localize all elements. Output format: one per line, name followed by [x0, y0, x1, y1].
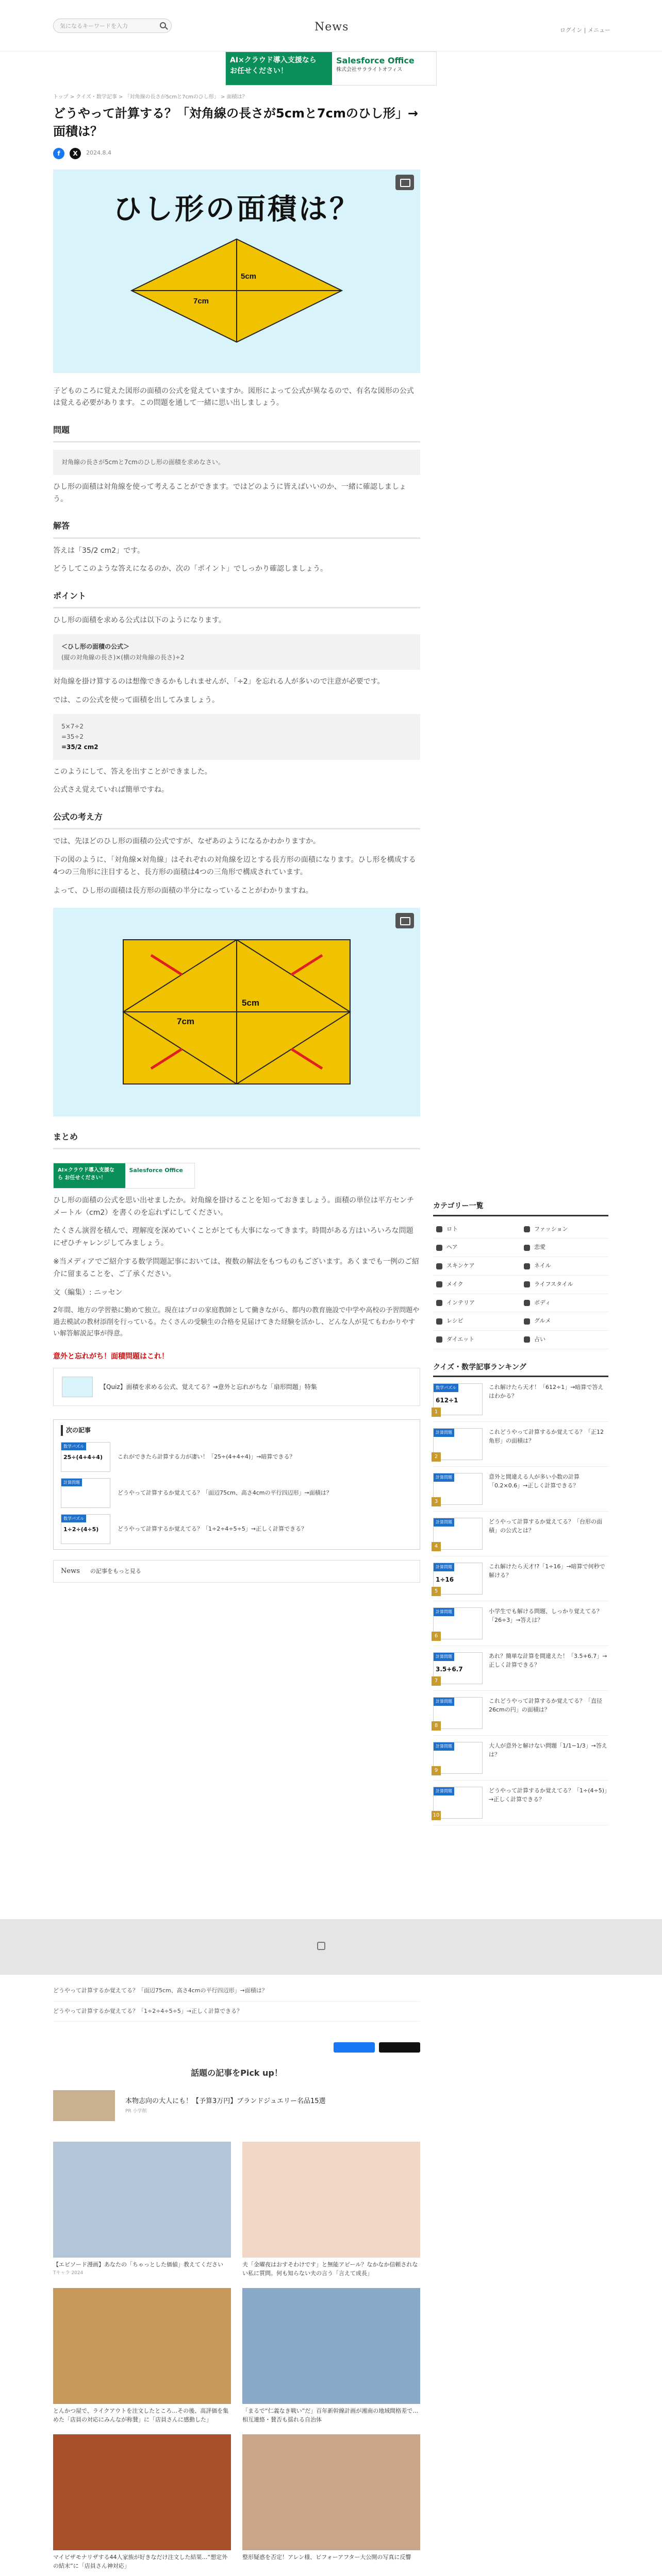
point-text: ひし形の面積を求める公式は以下のようになります。	[53, 616, 226, 625]
recommend-text: 【Quiz】面積を求める公式、覚えてる？→意外と忘れがちな「扇形問題」特集	[100, 1383, 317, 1391]
category-heading: カテゴリー一覧	[433, 1200, 608, 1216]
page-title: どうやって計算する？「対角線の長さが5cmと7cmのひし形」→面積は？	[53, 106, 418, 139]
diagonal-2-label: 7cm	[177, 1016, 195, 1026]
ranking-item[interactable]	[433, 1377, 608, 1422]
next-article-item[interactable]	[61, 1442, 412, 1472]
banner-brand: Salesforce Office	[336, 56, 415, 65]
rank-number: 7	[432, 1676, 441, 1686]
ranking-thumb	[433, 1742, 483, 1774]
category-item[interactable]	[433, 1239, 521, 1257]
banner-right-text: Salesforce Office	[123, 1163, 195, 1188]
rank-number: 8	[432, 1721, 441, 1731]
rank-number: 6	[432, 1632, 441, 1641]
category-item[interactable]	[521, 1312, 608, 1331]
problem-box: 対角線の長さが5cmと7cmのひし形の面積を求めなさい。	[53, 450, 420, 474]
category-label: グルメ	[534, 1317, 551, 1325]
category-item[interactable]	[433, 1312, 521, 1331]
category-item[interactable]	[433, 1294, 521, 1313]
hero-title: ひし形の面積は？	[113, 192, 360, 226]
category-icon	[524, 1300, 530, 1306]
calc-line: =35/2 cm2	[61, 743, 98, 751]
category-icon	[436, 1226, 442, 1232]
formula-title: ＜ひし形の面積の公式＞	[61, 643, 130, 651]
ranking-title: これ解けたら天才!?「1÷16」→暗算で何秒で解ける？	[489, 1563, 605, 1579]
header-links[interactable]: ログイン | メニュー	[559, 27, 610, 33]
category-item[interactable]	[521, 1239, 608, 1257]
ranking-title: これどうやって計算するか覚えてる？「正12角形」の面積は？	[489, 1429, 604, 1444]
section-heading-answer: 解答	[53, 519, 420, 538]
rectangle-rhombus-diagram	[53, 908, 420, 1116]
ranking-item[interactable]	[433, 1646, 608, 1691]
ranking-thumb	[433, 1697, 483, 1729]
ranking-tag: 計算問題	[434, 1787, 454, 1795]
search-input[interactable]	[53, 19, 172, 33]
pickup-card-title: 「まるで“仁義なき戦い”だ」百年新幹線計画が湘南の地域間格差で…相互連絡・賛否も揺れる自治体	[242, 2408, 419, 2423]
pickup-card[interactable]	[53, 2288, 231, 2424]
next-article-thumb	[61, 1514, 110, 1544]
rank-number: 9	[432, 1766, 441, 1775]
formula-body: (縦の対角線の長さ)×(横の対角線の長さ)÷2	[61, 653, 185, 661]
category-label: メイク	[446, 1280, 464, 1287]
category-item[interactable]	[521, 1221, 608, 1239]
intro-text: 子どものころに覚えた図形の面積の公式を覚えていますか。図形によって公式が異なるので、有名な図形の公式は覚える必要があります。この問題を通して一緒に思い出しましょう。	[53, 386, 414, 408]
recommend-card[interactable]	[53, 1368, 420, 1406]
next-article-title: どうやって計算するか覚えてる？「1÷2÷4÷5÷5」→正しく計算できる？	[118, 1525, 307, 1532]
ranking-tag: 計算問題	[434, 1563, 454, 1571]
ranking-thumb	[433, 1383, 483, 1415]
more-articles-link[interactable]	[53, 1560, 420, 1583]
ranking-thumb	[433, 1428, 483, 1460]
formula-p3: よって、ひし形の面積は長方形の面積の半分になっていることがわかりますね。	[53, 886, 313, 895]
formula-p1: では、先ほどのひし形の面積の公式ですが、なぜあのようになるかわかりますか。	[53, 837, 320, 846]
ranking-title: これ解けたら天才！「612÷1」→暗算で答えはわかる？	[489, 1384, 604, 1399]
formula-diagram-image	[53, 908, 420, 1116]
pickup-card[interactable]	[53, 2434, 231, 2570]
ranking-tag: 計算問題	[434, 1653, 454, 1661]
calc-line: 5×7÷2	[61, 722, 84, 730]
ad-overlay[interactable]	[0, 1919, 662, 1975]
related-item[interactable]: どうやって計算するか覚えてる？「面辺75cm、高さ4cmの平行四辺形」→面積は？	[53, 1981, 420, 2002]
rhombus-diagram	[53, 170, 420, 373]
next-article-tag: 数学パズル	[61, 1515, 86, 1523]
search-placeholder: 気になるキーワードを入力	[60, 23, 128, 29]
answer-text: 答えは「35/2 cm2」です。	[53, 546, 145, 555]
pickup-card-image	[242, 2434, 420, 2550]
ranking-eq: 1÷16	[436, 1576, 454, 1584]
facebook-share-icon[interactable]: f	[53, 148, 64, 159]
next-article-tag: 計算問題	[61, 1479, 82, 1487]
category-item[interactable]	[433, 1257, 521, 1276]
diagonal-2-label: 7cm	[193, 296, 209, 306]
pickup-card-title: 【エピソード漫画】あなたの「ちゃっとした価値」教えてください	[53, 2261, 223, 2268]
next-article-eq: 1÷2÷(4÷5)	[63, 1526, 99, 1533]
ranking-item[interactable]	[433, 1467, 608, 1512]
next-article-tag: 数学パズル	[61, 1443, 86, 1451]
category-label: インテリア	[446, 1299, 475, 1306]
rank-number: 2	[432, 1452, 441, 1462]
category-label: ライフスタイル	[534, 1280, 573, 1287]
pickup-card[interactable]	[242, 2142, 420, 2278]
ranking-tag: 数学パズル	[434, 1384, 458, 1392]
ranking-tag: 計算問題	[434, 1429, 454, 1437]
sidebar	[433, 1200, 608, 1825]
diagonal-1-label: 5cm	[242, 997, 260, 1008]
problem-after-text: ひし形の面積は対角線を使って考えることができます。ではどのように皆えばいいのか、一緒に確認しましょう。	[53, 482, 406, 503]
rank-number: 5	[432, 1587, 441, 1596]
category-icon	[436, 1336, 442, 1343]
rank-number: 10	[432, 1811, 441, 1820]
category-item[interactable]	[521, 1257, 608, 1276]
section-heading-point: ポイント	[53, 589, 420, 608]
ranking-title: あれ？簡単な計算を間違えた！「3.5+6.7」→正しく計算できる？	[489, 1653, 607, 1668]
ad-icon	[317, 1942, 325, 1950]
ranking-title: 意外と間違える人が多い小数の計算「0.2×0.6」→正しく計算できる？	[489, 1473, 580, 1489]
publish-date: 2024.8.4	[86, 149, 111, 157]
next-article-eq: 25÷(4+4÷4)	[63, 1453, 103, 1461]
category-label: ロト	[446, 1225, 458, 1232]
ranking-thumb	[433, 1518, 483, 1550]
next-article-thumb	[61, 1442, 110, 1472]
pickup-heading: 話題の記事をPick up！	[191, 2068, 283, 2078]
ranking-list	[433, 1377, 608, 1825]
article	[53, 93, 420, 1583]
rank-number: 1	[432, 1408, 441, 1417]
pickup-card-image	[242, 2142, 420, 2258]
ranking-item[interactable]	[433, 1736, 608, 1781]
pickup-card-title: とんかつ屋で、ライクアウトを注文したところ…その後、高評価を集めた「店員の対応にみんなが称賛」に「店員さんに感動した」	[53, 2408, 229, 2423]
category-icon	[436, 1263, 442, 1269]
category-icon	[436, 1300, 442, 1306]
ranking-tag: 計算問題	[434, 1473, 454, 1482]
category-label: スキンケア	[446, 1262, 475, 1269]
ranking-thumb	[433, 1607, 483, 1639]
diagonal-1-label: 5cm	[241, 272, 257, 281]
ranking-eq: 3.5+6.7	[436, 1666, 463, 1673]
category-icon	[436, 1281, 442, 1287]
hero-image	[53, 170, 420, 373]
related-list	[53, 1981, 420, 2058]
share-row	[53, 2037, 420, 2058]
calc-box	[53, 714, 420, 760]
banner-left-text: AI×クラウド導入支援なら お任せください！	[54, 1163, 123, 1188]
calc-after-text: このようにして、答えを出すことができました。	[53, 767, 212, 776]
rank-number: 4	[432, 1542, 441, 1551]
author-bio: 2年間、地方の学習塾に勤めて独立。現在はプロの家庭教師として働きながら、都内の教育施設で中学や高校の予習問題や過去模試の教材添削を行っている。たくさんの受験生の合格を見届けてきた経験を活かし、どんな人が見てもわかりやすい解答解説記事が得意。	[53, 1307, 420, 1337]
series-link-text: の記事をもっと見る	[90, 1567, 141, 1574]
related-item[interactable]: どうやって計算するか覚えてる？「1÷2÷4÷5÷5」→正しく計算できる？	[53, 2002, 420, 2022]
ranking-item[interactable]	[433, 1601, 608, 1646]
formula-box	[53, 634, 420, 670]
section-heading-summary: まとめ	[53, 1130, 420, 1149]
ranking-title: 小学生でも解ける問題、しっかり覚えてる？「26÷3」→答えは？	[489, 1608, 602, 1623]
formula-p2: 下の図のように、「対角線×対角線」はそれぞれの対角線を辺とする長方形の面積になります。ひし形を構成する4つの三角形に注目すると、長方形の面積は4つの三角形で構成されています。	[53, 856, 416, 877]
category-icon	[524, 1245, 530, 1251]
category-label: ヘア	[446, 1244, 458, 1251]
ranking-tag: 計算問題	[434, 1698, 454, 1706]
category-icon	[436, 1318, 442, 1325]
ranking-tag: 計算問題	[434, 1742, 454, 1751]
x-share-button[interactable]	[379, 2042, 420, 2053]
pickup-grid	[53, 2142, 420, 2576]
category-icon	[524, 1281, 530, 1287]
pickup-card-title: マイピザモナリザする44人家族が好きなだけ注文した結果…“想定外の結末”に「店員さん神対応」	[53, 2554, 228, 2569]
pickup-top-source: PR 小学館	[125, 2108, 147, 2114]
ranking-eq: 612÷1	[436, 1397, 458, 1404]
next-articles-heading: 次の記事	[61, 1425, 412, 1435]
pickup-card-image	[242, 2288, 420, 2404]
pickup-card-image	[53, 2288, 231, 2404]
answer-after-text: どうしてこのような答えになるのか、次の「ポイント」でしっかり確認しましょう。	[53, 565, 327, 573]
category-item[interactable]	[433, 1331, 521, 1349]
summary-p3: ※当メディアでご紹介する数学問題記事においては、複数の解法をもつものもございます。あくまでも一例のご紹介に留まることを、ご了承ください。	[53, 1258, 419, 1278]
next-article-title: どうやって計算するか覚えてる？「面辺75cm、高さ4cmの平行四辺形」→面積は？	[118, 1489, 332, 1496]
ranking-thumb	[433, 1563, 483, 1595]
category-label: ボディ	[534, 1299, 551, 1306]
section-heading-problem: 問題	[53, 423, 420, 443]
category-item[interactable]	[433, 1276, 521, 1294]
pickup-card-image	[53, 2434, 231, 2550]
ranking-item[interactable]	[433, 1691, 608, 1736]
article-meta	[53, 148, 420, 159]
series-logo: News	[61, 1567, 80, 1575]
next-article-thumb	[61, 1478, 110, 1508]
category-icon	[524, 1226, 530, 1232]
category-list	[433, 1221, 608, 1349]
category-label: レシピ	[446, 1317, 464, 1325]
ranking-heading: クイズ・数学記事ランキング	[433, 1362, 608, 1378]
ranking-title: 大人が意外と解けない問題「1/1−1/3」→答えは？	[489, 1742, 607, 1758]
ranking-item[interactable]	[433, 1781, 608, 1825]
pickup-card[interactable]	[242, 2434, 420, 2570]
ranking-item[interactable]	[433, 1422, 608, 1467]
summary-p1: ひし形の面積の公式を思い出せましたか。対角線を掛けることを知っておきましょう。面積の単位は平方センチメートル（cm2）を書くのを忘れずにしてください。	[53, 1196, 414, 1217]
category-icon	[524, 1336, 530, 1343]
rank-number: 3	[432, 1497, 441, 1506]
ranking-thumb	[433, 1652, 483, 1684]
point-after-text-2: では、この公式を使って面積を出してみましょう。	[53, 696, 219, 704]
author-name: 文（編集）: ニッセン	[53, 1288, 123, 1297]
recommend-heading: 意外と忘れがち！面積問題はこれ！	[53, 1352, 169, 1361]
mid-ad-banner[interactable]	[53, 1163, 195, 1189]
category-item[interactable]	[433, 1221, 521, 1239]
category-item[interactable]	[521, 1294, 608, 1313]
category-icon	[524, 1318, 530, 1325]
recommend-thumb	[62, 1377, 93, 1397]
ranking-item[interactable]	[433, 1556, 608, 1601]
ranking-tag: 計算問題	[434, 1518, 454, 1527]
site-header	[0, 0, 662, 52]
category-label: 恋愛	[534, 1244, 545, 1251]
ranking-tag: 計算問題	[434, 1608, 454, 1616]
calc-after-text-2: 公式さえ覚えていれば簡単ですね。	[53, 786, 169, 794]
search-icon[interactable]	[160, 22, 166, 28]
pickup-top-title: 本物志向の大人にも！【予算3万円】ブランドジュエリー名品15選	[125, 2097, 326, 2106]
ranking-thumb	[433, 1473, 483, 1505]
category-item[interactable]	[521, 1331, 608, 1349]
point-after-text: 対角線を掛け算するのは想像できるかもしれませんが、「÷2」を忘れる人が多いので注意が必要です。	[53, 677, 385, 686]
pickup-top-item[interactable]	[53, 2090, 420, 2121]
category-item[interactable]	[521, 1276, 608, 1294]
next-articles	[53, 1419, 420, 1549]
category-label: ネイル	[534, 1262, 551, 1269]
site-logo[interactable]: News	[315, 21, 349, 33]
pickup-card[interactable]	[242, 2288, 420, 2424]
pickup-card[interactable]	[53, 2142, 231, 2278]
banner-brand-sub: 株式会社サラライトオフィス	[336, 67, 403, 73]
section-heading-formula: 公式の考え方	[53, 810, 420, 829]
ranking-item[interactable]	[433, 1512, 608, 1556]
pickup-card-title: 夫「金曜夜はおすそわけです」と無能アピール？なかなか信頼されない私に質問。何も知らない夫の言う「言えて成長」	[242, 2261, 418, 2277]
header-ad-banner[interactable]	[225, 52, 437, 86]
category-label: ファッション	[534, 1225, 568, 1232]
facebook-share-button[interactable]	[334, 2042, 375, 2053]
category-icon	[436, 1245, 442, 1251]
calc-line: =35÷2	[61, 733, 84, 740]
category-icon	[524, 1263, 530, 1269]
banner-left-text: AI×クラウド導入支援なら お任せください！	[226, 52, 330, 85]
pickup-card-source: Tキャラ 2024	[53, 2270, 84, 2276]
pickup-card-image	[53, 2142, 231, 2258]
x-share-icon[interactable]: X	[70, 148, 81, 159]
breadcrumb[interactable]: トップ > クイズ・数学記事 > 「対角線の長さが5cmと7cmのひし形」 > 面積は？	[53, 94, 247, 100]
category-label: 占い	[534, 1335, 545, 1343]
next-article-item[interactable]	[61, 1514, 412, 1544]
banner-right-text	[330, 52, 436, 85]
pickup-section	[53, 2066, 420, 2576]
ranking-title: どうやって計算するか覚えてる？「1÷(4÷5)」→正しく計算できる？	[489, 1787, 607, 1803]
next-article-title: これができたら計算する力が凄い！「25÷(4+4÷4)」→暗算できる？	[118, 1453, 295, 1460]
ranking-thumb	[433, 1787, 483, 1819]
category-label: ダイエット	[446, 1335, 475, 1343]
next-article-item[interactable]	[61, 1478, 412, 1508]
ranking-title: これどうやって計算するか覚えてる？「直径26cmの円」の面積は？	[489, 1698, 602, 1713]
pickup-top-thumb	[53, 2090, 115, 2121]
pickup-card-title: 整形疑惑を否定！アレン様、ビフォーアフター大公開の写真に反響	[242, 2554, 411, 2561]
ranking-title: どうやって計算するか覚えてる？「台形の面積」の公式とは？	[489, 1518, 602, 1534]
summary-p2: たくさん演習を積んで、理解度を深めていくことがとても大事になってきます。時間がある方はいろいろな問題にぜひチャレンジしてみましょう。	[53, 1227, 413, 1248]
